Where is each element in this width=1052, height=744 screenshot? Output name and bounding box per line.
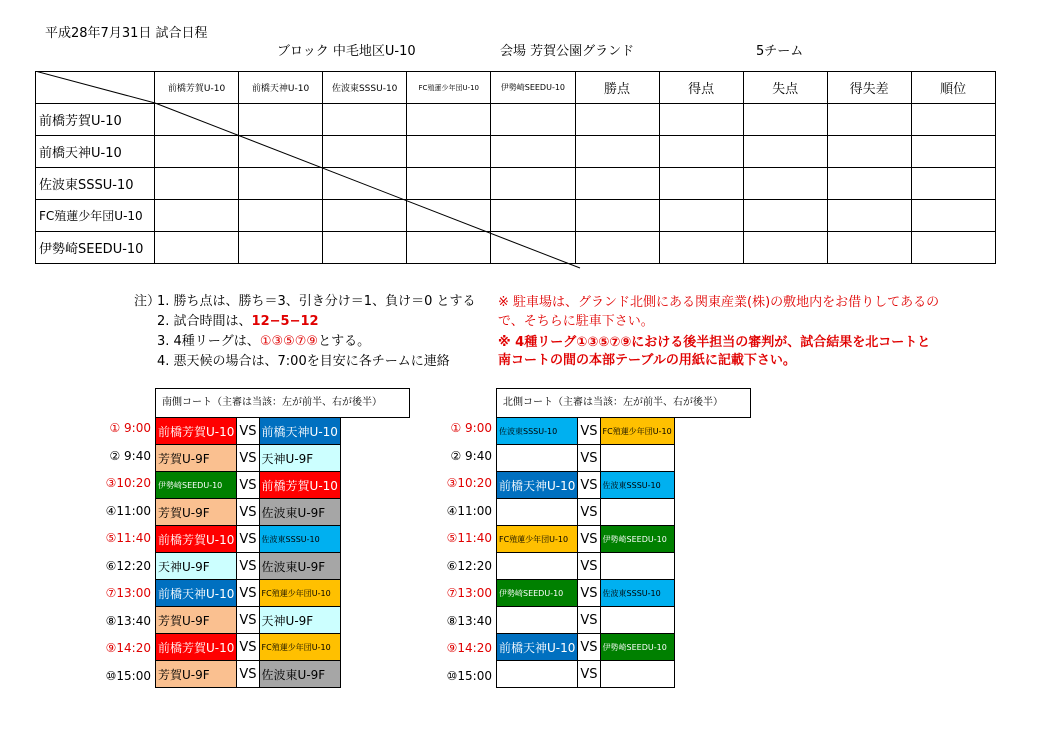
- home-team: [497, 661, 578, 688]
- match-row: [156, 499, 341, 526]
- table-row: [36, 136, 1052, 168]
- results-table: [35, 71, 1052, 264]
- home-team: 前橋天神U-10: [156, 580, 237, 607]
- match-time: ⑨14:20: [105, 641, 151, 655]
- home-team: 前橋天神U-10: [497, 634, 578, 661]
- home-team: 芳賀U-9F: [156, 499, 237, 526]
- note-3-label: 3. 4種リーグは、: [157, 334, 260, 349]
- match-row: [497, 580, 675, 607]
- vs-label: VS: [578, 499, 600, 526]
- col-header-team-1: 前橋芳賀U-10: [155, 72, 239, 104]
- col-header-rank: 順位: [911, 72, 995, 104]
- home-team: FC殖蓮少年団U-10: [497, 526, 578, 553]
- north-schedule-table: [496, 417, 675, 688]
- col-header-team-2: 前橋天神U-10: [239, 72, 323, 104]
- note-4: 4. 悪天候の場合は、7:00を目安に各チームに連絡: [157, 354, 450, 369]
- parking-note-1: ※ 駐車場は、グランド北側にある関東産業(株)の敷地内をお借りしてあるの: [498, 295, 940, 310]
- match-time: ⑧13:40: [105, 613, 151, 628]
- vs-label: VS: [237, 580, 259, 607]
- south-schedule-table: [155, 417, 341, 688]
- vs-label: VS: [578, 526, 600, 553]
- match-row: [497, 634, 675, 661]
- note-3-suffix: とする。: [318, 334, 371, 349]
- vs-label: VS: [578, 418, 600, 445]
- match-row: [497, 526, 675, 553]
- away-team: FC殖蓮少年団U-10: [600, 418, 674, 445]
- away-team: 佐波東SSSU-10: [600, 580, 674, 607]
- match-time: ⑥12:20: [105, 558, 151, 573]
- note-1: 1. 勝ち点は、勝ち＝3、引き分け＝1、負け＝0 とする: [157, 294, 476, 309]
- vs-label: VS: [237, 499, 259, 526]
- match-time: ④11:00: [446, 503, 492, 518]
- match-row: [156, 472, 341, 499]
- away-team: 伊勢崎SEEDU-10: [600, 526, 674, 553]
- match-time: ① 9:00: [109, 421, 151, 435]
- row-header-team-4: FC殖蓮少年団U-10: [36, 200, 155, 232]
- match-row: [156, 526, 341, 553]
- match-time: ⑦13:00: [105, 586, 151, 600]
- block-label: ブロック 中毛地区U-10: [277, 44, 416, 59]
- away-team: 伊勢崎SEEDU-10: [600, 634, 674, 661]
- match-row: [497, 661, 675, 688]
- col-header-team-5: 伊勢崎SEEDU-10: [491, 72, 575, 104]
- away-team: FC殖蓮少年団U-10: [259, 634, 340, 661]
- vs-label: VS: [237, 526, 259, 553]
- vs-label: VS: [578, 472, 600, 499]
- col-header-team-4: FC殖蓮少年団U-10: [407, 72, 491, 104]
- away-team: [600, 553, 674, 580]
- home-team: 芳賀U-9F: [156, 607, 237, 634]
- date-title: 平成28年7月31日 試合日程: [45, 26, 208, 41]
- notes-prefix: 注）: [134, 294, 161, 309]
- match-time: ⑥12:20: [446, 558, 492, 573]
- table-row: [36, 104, 1052, 136]
- away-team: 佐波東SSSU-10: [600, 472, 674, 499]
- match-row: [156, 418, 341, 445]
- table-row: [36, 200, 1052, 232]
- match-time: ② 9:40: [450, 448, 492, 463]
- match-time: ③10:20: [446, 476, 492, 490]
- vs-label: VS: [237, 661, 259, 688]
- away-team: [600, 607, 674, 634]
- note-2: [157, 310, 319, 329]
- home-team: 前橋芳賀U-10: [156, 634, 237, 661]
- away-team: 天神U-9F: [259, 445, 340, 472]
- table-row: [36, 168, 1052, 200]
- home-team: 伊勢崎SEEDU-10: [156, 472, 237, 499]
- parking-note-2: で、そちらに駐車下さい。: [498, 314, 654, 329]
- match-time: ⑨14:20: [446, 641, 492, 655]
- away-team: 佐波東SSSU-10: [259, 526, 340, 553]
- away-team: [600, 445, 674, 472]
- vs-label: VS: [578, 445, 600, 472]
- corner-cell: [36, 72, 155, 104]
- match-row: [156, 553, 341, 580]
- vs-label: VS: [578, 607, 600, 634]
- match-time: ① 9:00: [450, 421, 492, 435]
- match-time: ⑩15:00: [446, 668, 492, 683]
- vs-label: VS: [578, 580, 600, 607]
- match-row: [497, 445, 675, 472]
- home-team: 前橋芳賀U-10: [156, 418, 237, 445]
- note-3-value: ①③⑤⑦⑨: [259, 334, 319, 349]
- home-team: 天神U-9F: [156, 553, 237, 580]
- referee-note-1: ※ 4種リーグ①③⑤⑦⑨における後半担当の審判が、試合結果を北コートと: [498, 335, 931, 350]
- match-row: [497, 499, 675, 526]
- match-row: [497, 553, 675, 580]
- note-3: [157, 330, 370, 349]
- col-header-team-3: 佐波東SSSU-10: [323, 72, 407, 104]
- north-court-title: 北側コート（主審は当該：左が前半、右が後半）: [496, 388, 751, 418]
- vs-label: VS: [237, 634, 259, 661]
- venue-label: 会場 芳賀公園グランド: [500, 44, 635, 59]
- row-header-team-1: 前橋芳賀U-10: [36, 104, 155, 136]
- match-time: ④11:00: [105, 503, 151, 518]
- match-time: ⑩15:00: [105, 668, 151, 683]
- home-team: 芳賀U-9F: [156, 661, 237, 688]
- match-time: ⑤11:40: [105, 531, 151, 545]
- home-team: 芳賀U-9F: [156, 445, 237, 472]
- home-team: 前橋芳賀U-10: [156, 526, 237, 553]
- away-team: 前橋芳賀U-10: [259, 472, 340, 499]
- match-time: ② 9:40: [109, 448, 151, 463]
- vs-label: VS: [578, 634, 600, 661]
- home-team: [497, 499, 578, 526]
- home-team: [497, 607, 578, 634]
- col-header-points: 勝点: [575, 72, 659, 104]
- note-2-value: 12−5−12: [251, 314, 319, 329]
- away-team: 佐波東U-9F: [259, 499, 340, 526]
- away-team: 天神U-9F: [259, 607, 340, 634]
- match-time: ⑤11:40: [446, 531, 492, 545]
- away-team: FC殖蓮少年団U-10: [259, 580, 340, 607]
- col-header-goals-against: 失点: [743, 72, 827, 104]
- home-team: 伊勢崎SEEDU-10: [497, 580, 578, 607]
- away-team: 佐波東U-9F: [259, 661, 340, 688]
- row-header-team-3: 佐波東SSSU-10: [36, 168, 155, 200]
- row-header-team-2: 前橋天神U-10: [36, 136, 155, 168]
- away-team: 佐波東U-9F: [259, 553, 340, 580]
- home-team: [497, 553, 578, 580]
- col-header-goal-diff: 得失差: [827, 72, 911, 104]
- home-team: [497, 445, 578, 472]
- vs-label: VS: [237, 472, 259, 499]
- table-row: [36, 232, 1052, 264]
- match-row: [156, 661, 341, 688]
- match-row: [497, 472, 675, 499]
- home-team: 佐波東SSSU-10: [497, 418, 578, 445]
- match-row: [156, 580, 341, 607]
- south-court-title: 南側コート（主審は当該：左が前半、右が後半）: [155, 388, 410, 418]
- col-header-goals-for: 得点: [659, 72, 743, 104]
- away-team: [600, 499, 674, 526]
- match-row: [156, 634, 341, 661]
- away-team: [600, 661, 674, 688]
- match-row: [497, 418, 675, 445]
- vs-label: VS: [237, 553, 259, 580]
- vs-label: VS: [578, 661, 600, 688]
- match-row: [497, 607, 675, 634]
- vs-label: VS: [237, 607, 259, 634]
- home-team: 前橋天神U-10: [497, 472, 578, 499]
- row-header-team-5: 伊勢崎SEEDU-10: [36, 232, 155, 264]
- vs-label: VS: [237, 445, 259, 472]
- away-team: 前橋天神U-10: [259, 418, 340, 445]
- note-2-label: 2. 試合時間は、: [157, 314, 252, 329]
- vs-label: VS: [578, 553, 600, 580]
- match-row: [156, 445, 341, 472]
- match-time: ③10:20: [105, 476, 151, 490]
- match-time: ⑧13:40: [446, 613, 492, 628]
- vs-label: VS: [237, 418, 259, 445]
- referee-note-2: 南コートの間の本部テーブルの用紙に記載下さい。: [498, 353, 796, 368]
- match-time: ⑦13:00: [446, 586, 492, 600]
- teams-count: 5チーム: [756, 44, 804, 59]
- match-row: [156, 607, 341, 634]
